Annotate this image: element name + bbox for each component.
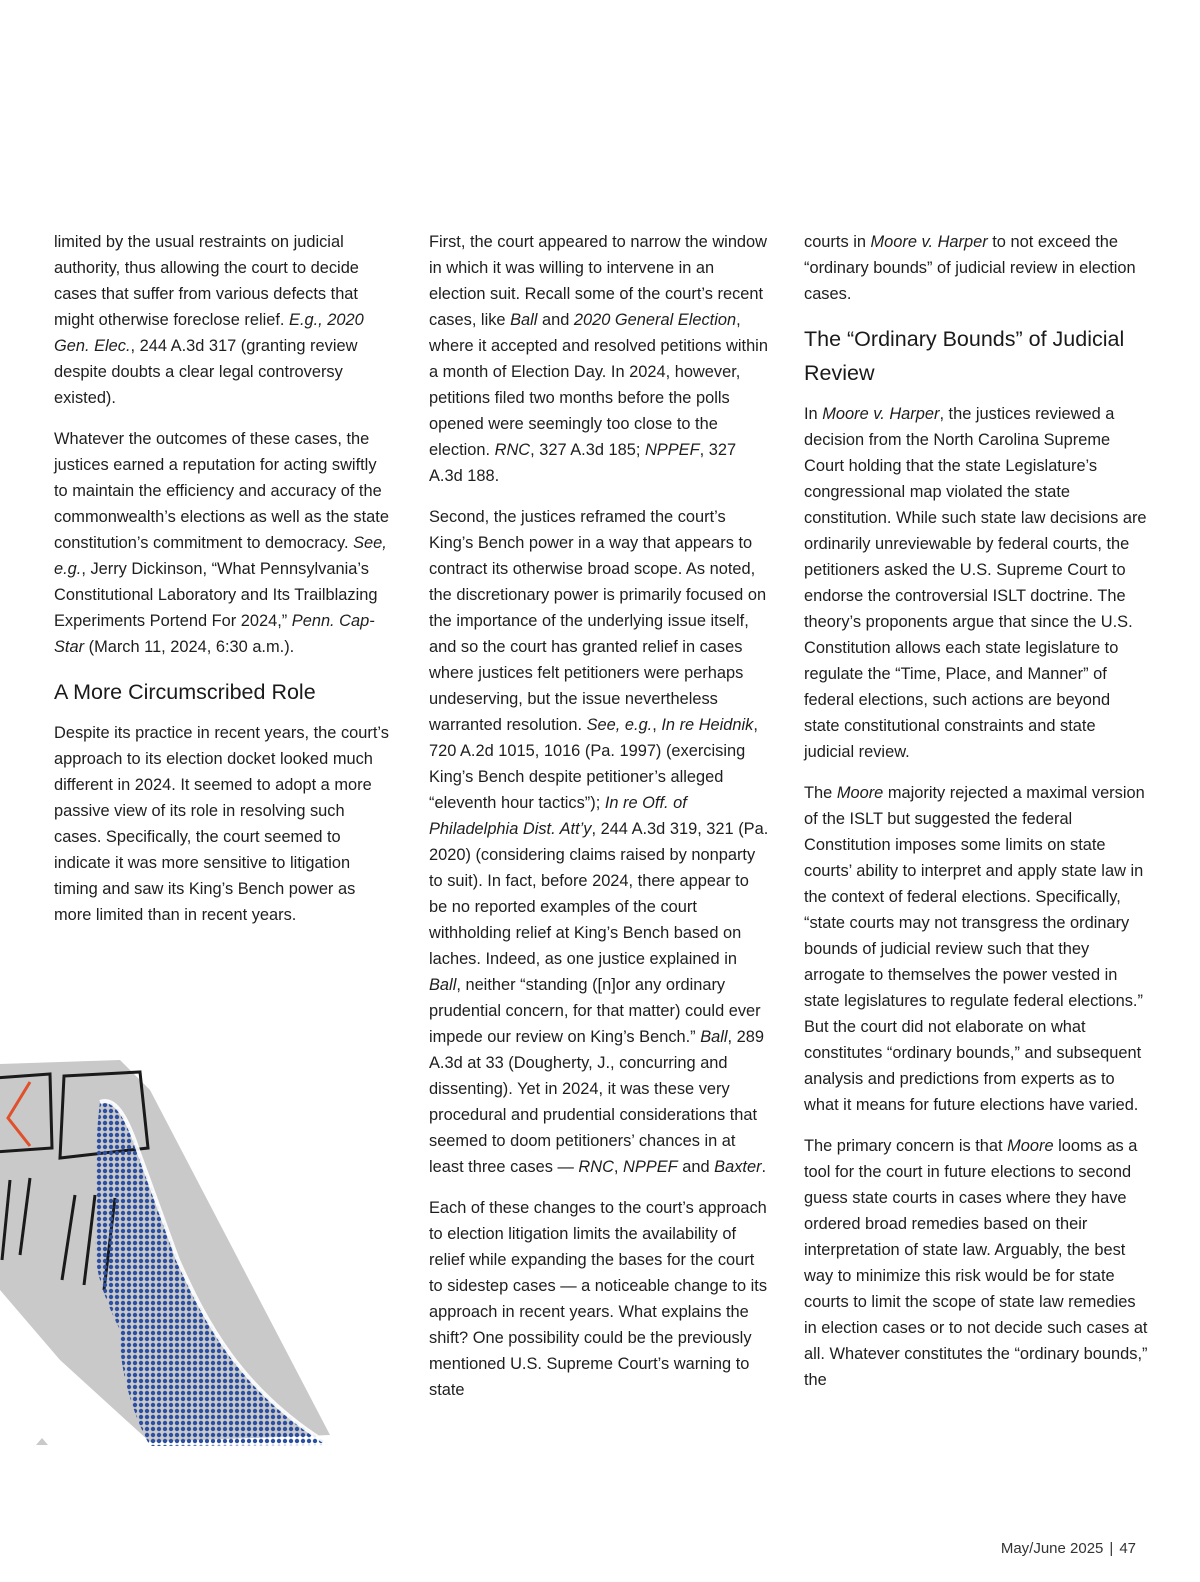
section-heading: The “Ordinary Bounds” of Judicial Review [804, 327, 1125, 385]
italic-citation: See, e.g. [54, 534, 387, 578]
text-run: and [677, 1158, 715, 1176]
text-run: The primary concern is that [804, 1137, 1008, 1155]
text-run: First, the court appeared to narrow the window in which it was willing to intervene in an election suit. Recall some of the court’s recent cases, like [429, 233, 768, 329]
paragraph [804, 401, 1149, 765]
paragraph [429, 1195, 769, 1403]
italic-citation: In re Off. of Philadelphia Dist. Att’y [429, 794, 687, 838]
issue-date: May/June 2025 [1000, 1540, 1104, 1557]
italic-citation: 2020 General Election [573, 311, 737, 329]
text-run: , where it accepted and resolved petitions within a month of Election Day. In 2024, however, petitions filed two months before the polls opened were seemingly too close to the election. [429, 311, 768, 459]
text-run: , the justices reviewed a decision from the North Carolina Supreme Court holding that the state Legislature’s congressional map violated the state constitution. While such state law decisions are ordinarily unreviewable by federal courts, the petitioners asked the U.S. Supreme Court to endorse the controversial ISLT doctrine. The theory’s proponents argue that since the U.S. Constitution allows each state legislature to regulate the “Time, Place, and Manner” of federal elections, such actions are beyond state constitutional constraints and state judicial review. [804, 405, 1147, 761]
text-run: , Jerry Dickinson, “What Pennsylvania’s Constitutional Laboratory and Its Trailblazing Experiments Portend For 2024,” [54, 560, 378, 630]
text-run: , 327 A.3d 188. [429, 441, 737, 485]
text-run: to not exceed the “ordinary bounds” of judicial review in election cases. [804, 233, 1136, 303]
italic-citation: Ball [700, 1028, 728, 1046]
paragraph [429, 504, 769, 1180]
paragraph [54, 426, 394, 660]
paragraph [804, 780, 1149, 1118]
section-heading: A More Circumscribed Role [54, 680, 316, 704]
italic-citation: E.g., 2020 Gen. Elec. [54, 311, 364, 355]
text-run: , 244 A.3d 319, 321 (Pa. 2020) (considering claims raised by nonparty to suit). In fact, before 2024, there appear to be no reported examples of the court withholding relief at King’s Bench based on laches. Indeed, as one justice explained in [429, 820, 769, 968]
italic-citation: Baxter [714, 1158, 762, 1176]
italic-citation: In re Heidnik [661, 716, 754, 734]
italic-citation: RNC [494, 441, 531, 459]
text-run: looms as a tool for the court in future elections to second guess state courts in cases where they have ordered broad remedies based on their interpretation of state law. Arguably, the best way to minimize this risk would be for state courts to limit the scope of state law remedies in election cases or to not decide such cases at all. Whatever constitutes the “ordinary bounds,” the [804, 1137, 1148, 1389]
text-run: , 327 A.3d 185; [530, 441, 645, 459]
paragraph [54, 720, 394, 928]
text-run: . [761, 1158, 767, 1176]
text-run: majority rejected a maximal version of the ISLT but suggested the federal Constitution imposes some limits on state courts’ ability to interpret and apply state law in the context of federal elections. Specifically, “state courts may not transgress the ordinary bounds of judicial review such that they arrogate to themselves the power vested in state legislatures to regulate federal elections.” But the court did not elaborate on what constitutes “ordinary bounds,” and subsequent analysis and predictions from experts as to what it means for future elections have varied. [804, 784, 1145, 1114]
italic-citation: Ball [510, 311, 538, 329]
text-run: Whatever the outcomes of these cases, the justices earned a reputation for acting swiftly to maintain the efficiency and accuracy of the commonwealth’s elections as well as the state constitution’s commitment to democracy. [54, 430, 389, 552]
hand-ballot-illustration-icon [0, 1030, 345, 1450]
italic-citation: Penn. Cap-Star [54, 612, 375, 656]
paragraph [429, 229, 769, 489]
text-run: The [804, 784, 837, 802]
text-run: (March 11, 2024, 6:30 a.m.). [84, 638, 295, 656]
text-run: , 244 A.3d 317 (granting review despite doubts a clear legal controversy existed). [54, 337, 358, 407]
text-run: Second, the justices reframed the court’s King’s Bench power in a way that appears to contract its otherwise broad scope. As noted, the discretionary power is primarily focused on the importance of the underlying issue itself, and so the court has granted relief in cases where justices felt petitioners were perhaps undeserving, but the issue nevertheless warranted resolution. [429, 508, 767, 734]
italic-citation: Moore v. Harper [822, 405, 940, 423]
text-run: and [537, 311, 574, 329]
text-run: , [652, 716, 662, 734]
text-run: , 720 A.2d 1015, 1016 (Pa. 1997) (exercising King’s Bench despite petitioner’s alleged “eleventh hour tactics”); [429, 716, 758, 812]
text-run: , [613, 1158, 624, 1176]
column-2 [429, 229, 769, 1418]
page-number: 47 [1119, 1540, 1136, 1557]
italic-citation: See, e.g. [586, 716, 653, 734]
paragraph [804, 1133, 1149, 1393]
text-run: In [804, 405, 823, 423]
italic-citation: Ball [429, 976, 457, 994]
paragraph [804, 229, 1149, 307]
text-run: courts in [804, 233, 871, 251]
paragraph [54, 229, 394, 411]
text-run: , neither “standing ([n]or any ordinary prudential concern, for that matter) could ever impede our review on King’s Bench.” [429, 976, 761, 1046]
italic-citation: NPPEF [644, 441, 700, 459]
text-run: limited by the usual restraints on judicial authority, thus allowing the court to decide cases that suffer from various defects that might otherwise foreclose relief. [54, 233, 359, 329]
text-run: Despite its practice in recent years, the court’s approach to its election docket looked much different in 2024. It seemed to adopt a more passive view of its role in resolving such cases. Specifically, the court seemed to indicate it was more sensitive to litigation timing and saw its King’s Bench power as more limited than in recent years. [54, 724, 389, 924]
column-1 [54, 229, 394, 943]
text-run: Each of these changes to the court’s approach to election litigation limits the availability of relief while expanding the bases for the court to sidestep cases — a noticeable change to its approach in recent years. What explains the shift? One possibility could be the previously mentioned U.S. Supreme Court’s warning to state [429, 1199, 768, 1399]
italic-citation: Moore v. Harper [870, 233, 988, 251]
column-3 [804, 229, 1149, 1408]
footer-separator: | [1109, 1540, 1114, 1557]
italic-citation: NPPEF [623, 1158, 678, 1176]
text-run: , 289 A.3d at 33 (Dougherty, J., concurring and dissenting). Yet in 2024, it was these very procedural and prudential considerations that seemed to doom petitioners’ chances in at least three cases — [429, 1028, 765, 1176]
italic-citation: RNC [578, 1158, 614, 1176]
italic-citation: Moore [1007, 1137, 1054, 1155]
page-footer [1001, 1540, 1136, 1557]
italic-citation: Moore [836, 784, 884, 802]
